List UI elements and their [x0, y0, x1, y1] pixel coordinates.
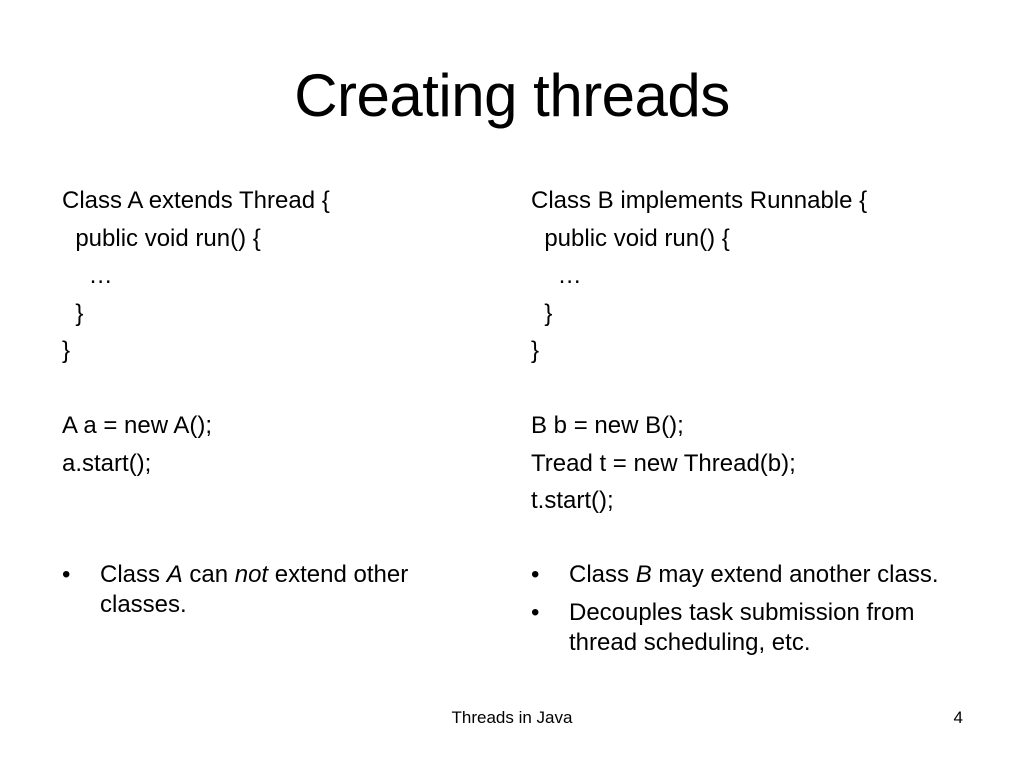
code-line: public void run() { — [531, 224, 730, 252]
code-line: A a = new A(); — [62, 412, 213, 439]
right-code-block — [531, 182, 981, 520]
bullet-text: Decouples task submission from thread scheduling, etc. — [569, 599, 915, 656]
code-line: public void run() { — [62, 224, 261, 252]
bullet-text: Class — [569, 561, 636, 588]
left-code-block — [62, 182, 512, 482]
footer-title: Threads in Java — [451, 708, 573, 727]
code-line: a.start(); — [62, 449, 152, 477]
code-line: } — [531, 337, 540, 364]
code-line: } — [62, 299, 84, 327]
right-bullet-list — [531, 560, 951, 666]
page-number: 4 — [953, 708, 963, 727]
bullet-marker: • — [62, 561, 71, 588]
bullet-item — [531, 560, 951, 590]
bullet-item — [62, 560, 482, 620]
code-line: … — [531, 262, 582, 289]
code-line: } — [531, 299, 553, 327]
left-bullet-list — [62, 560, 482, 628]
code-line — [62, 370, 512, 408]
code-line: } — [62, 337, 71, 364]
code-line: B b = new B(); — [531, 412, 684, 439]
bullet-text: may extend another class. — [651, 561, 939, 588]
code-line — [531, 370, 981, 408]
bullet-marker: • — [531, 599, 540, 626]
bullet-item — [531, 598, 951, 658]
code-line: … — [62, 262, 113, 289]
code-line: Class A extends Thread { — [62, 187, 330, 214]
bullet-text: extend other classes. — [100, 561, 409, 618]
bullet-text: Class — [100, 561, 167, 588]
code-line: t.start(); — [531, 487, 614, 514]
bullet-text-emphasis: A — [166, 561, 183, 588]
bullet-text: can — [182, 561, 235, 588]
bullet-marker: • — [531, 561, 540, 588]
code-line: Class B implements Runnable { — [531, 187, 868, 214]
slide-title: Creating threads — [294, 62, 730, 129]
bullet-text-emphasis: not — [234, 561, 269, 588]
bullet-text-emphasis: B — [635, 561, 652, 588]
code-line: Tread t = new Thread(b); — [531, 449, 796, 477]
